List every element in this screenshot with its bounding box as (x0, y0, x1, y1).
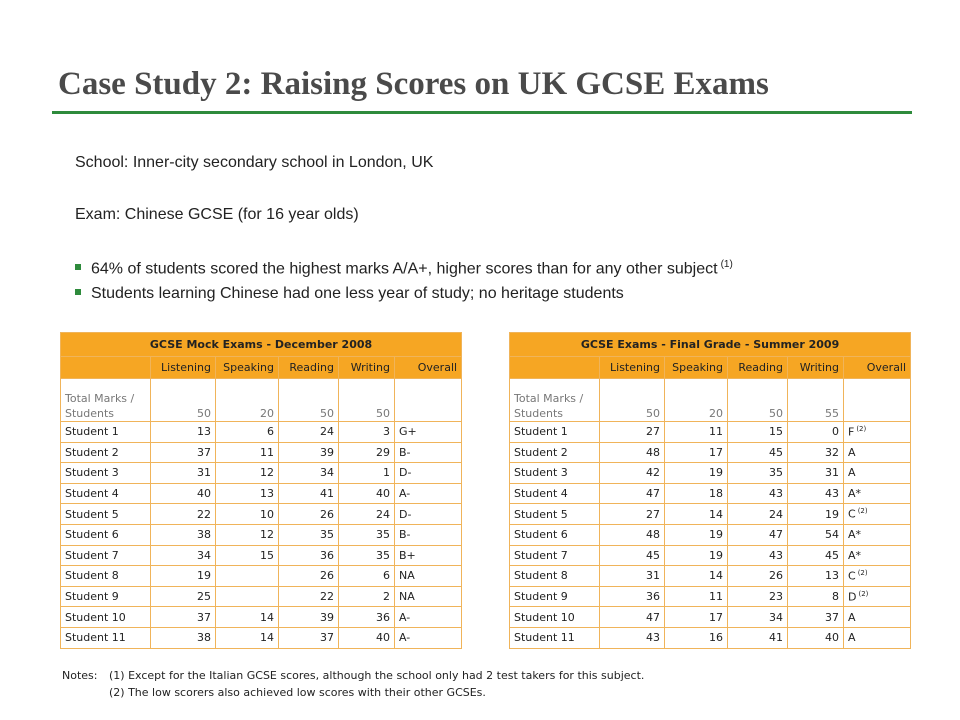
listening-score-cell: 47 (600, 607, 665, 628)
writing-score-cell: 29 (339, 442, 395, 463)
totals-row (61, 379, 462, 422)
writing-score-cell: 40 (339, 483, 395, 504)
grade-text: A (848, 445, 856, 459)
student-name-cell: Student 10 (61, 607, 151, 628)
writing-score-cell: 40 (339, 627, 395, 648)
student-name-cell: Student 4 (61, 483, 151, 504)
speaking-score-cell: 10 (216, 504, 279, 525)
table-row (61, 442, 462, 463)
grade-text: A (848, 631, 856, 645)
table-row (510, 607, 911, 628)
table-row (61, 463, 462, 484)
total-marks-cell: 50 (728, 379, 788, 422)
totals-label: Total Marks / Students (61, 379, 151, 422)
grade-text: G+ (399, 425, 417, 439)
grade-text: NA (399, 569, 415, 583)
total-marks-cell (844, 379, 911, 422)
reading-score-cell: 41 (728, 627, 788, 648)
grade-text: A* (848, 548, 862, 562)
exam-line: Exam: Chinese GCSE (for 16 year olds) (75, 206, 359, 223)
overall-grade-cell (395, 504, 462, 525)
bullet-text: 64% of students scored the highest marks A/A+, higher scores than for any other subject (91, 260, 718, 278)
overall-grade-cell (395, 545, 462, 566)
column-header: Writing (788, 357, 844, 379)
listening-score-cell: 42 (600, 463, 665, 484)
student-name-cell: Student 8 (61, 566, 151, 587)
grade-text: D (848, 590, 857, 604)
grade-text: C (848, 569, 856, 583)
overall-grade-cell (844, 463, 911, 484)
writing-score-cell: 2 (339, 586, 395, 607)
writing-score-cell: 35 (339, 545, 395, 566)
reading-score-cell: 26 (279, 566, 339, 587)
overall-grade-cell (844, 586, 911, 607)
speaking-score-cell: 17 (665, 607, 728, 628)
listening-score-cell: 48 (600, 442, 665, 463)
overall-grade-cell (395, 463, 462, 484)
overall-grade-cell (395, 607, 462, 628)
overall-grade-cell (395, 627, 462, 648)
bullet-square-icon (75, 289, 81, 295)
table-row (61, 566, 462, 587)
table-row (510, 627, 911, 648)
column-header (510, 357, 600, 379)
grade-text: C (848, 508, 856, 521)
bullet-square-icon (75, 264, 81, 270)
overall-grade-cell (844, 483, 911, 504)
writing-score-cell: 6 (339, 566, 395, 587)
student-name-cell: Student 2 (61, 442, 151, 463)
column-header: Overall (395, 357, 462, 379)
table-row (61, 504, 462, 525)
total-marks-cell: 20 (665, 379, 728, 422)
speaking-score-cell: 19 (665, 545, 728, 566)
reading-score-cell: 39 (279, 442, 339, 463)
table-row (510, 566, 911, 587)
listening-score-cell: 40 (151, 483, 216, 504)
listening-score-cell: 43 (600, 627, 665, 648)
reading-score-cell: 45 (728, 442, 788, 463)
table-title: GCSE Mock Exams - December 2008 (61, 333, 462, 357)
student-name-cell: Student 1 (510, 422, 600, 443)
listening-score-cell: 22 (151, 504, 216, 525)
grade-text: A* (848, 487, 862, 501)
table-row (510, 524, 911, 545)
column-header: Writing (339, 357, 395, 379)
student-name-cell: Student 5 (61, 504, 151, 525)
overall-grade-cell (395, 524, 462, 545)
student-name-cell: Student 7 (61, 545, 151, 566)
speaking-score-cell: 16 (665, 627, 728, 648)
grade-text: D- (399, 466, 412, 480)
student-name-cell: Student 4 (510, 483, 600, 504)
overall-grade-cell (844, 627, 911, 648)
totals-row (510, 379, 911, 422)
column-header: Listening (600, 357, 665, 379)
grade-text: B- (399, 445, 411, 459)
total-marks-cell: 20 (216, 379, 279, 422)
speaking-score-cell: 14 (665, 566, 728, 587)
note-item: (1) Except for the Italian GCSE scores, although the school only had 2 test takers for this subject. (109, 669, 645, 682)
reading-score-cell: 26 (728, 566, 788, 587)
reading-score-cell: 41 (279, 483, 339, 504)
listening-score-cell: 25 (151, 586, 216, 607)
student-name-cell: Student 11 (510, 627, 600, 648)
total-marks-cell: 50 (151, 379, 216, 422)
writing-score-cell: 13 (788, 566, 844, 587)
student-name-cell: Student 9 (510, 586, 600, 607)
total-marks-cell: 50 (339, 379, 395, 422)
table-row (510, 422, 911, 443)
writing-score-cell: 54 (788, 524, 844, 545)
speaking-score-cell: 14 (216, 607, 279, 628)
overall-grade-cell (844, 607, 911, 628)
notes-label: Notes: (62, 669, 98, 682)
speaking-score-cell: 14 (216, 627, 279, 648)
reading-score-cell: 35 (728, 463, 788, 484)
writing-score-cell: 1 (339, 463, 395, 484)
grade-text: A- (399, 631, 411, 645)
listening-score-cell: 38 (151, 524, 216, 545)
bullet-text: Students learning Chinese had one less year of study; no heritage students (91, 285, 624, 302)
reading-score-cell: 23 (728, 586, 788, 607)
table-row (510, 483, 911, 504)
writing-score-cell: 8 (788, 586, 844, 607)
mock-exams-table (60, 332, 462, 649)
reading-score-cell: 43 (728, 545, 788, 566)
grade-text: A* (848, 528, 862, 542)
reading-score-cell: 37 (279, 627, 339, 648)
table-row (510, 442, 911, 463)
table-row (61, 422, 462, 443)
speaking-score-cell: 12 (216, 463, 279, 484)
student-name-cell: Student 1 (61, 422, 151, 443)
reading-score-cell: 39 (279, 607, 339, 628)
writing-score-cell: 37 (788, 607, 844, 628)
student-name-cell: Student 2 (510, 442, 600, 463)
writing-score-cell: 0 (788, 422, 844, 443)
slide-title: Case Study 2: Raising Scores on UK GCSE Exams (58, 66, 769, 102)
bullet-item (75, 285, 624, 303)
speaking-score-cell: 14 (665, 504, 728, 525)
student-name-cell: Student 10 (510, 607, 600, 628)
final-exams-table (509, 332, 911, 649)
listening-score-cell: 19 (151, 566, 216, 587)
listening-score-cell: 31 (151, 463, 216, 484)
writing-score-cell: 40 (788, 627, 844, 648)
reading-score-cell: 35 (279, 524, 339, 545)
speaking-score-cell: 6 (216, 422, 279, 443)
speaking-score-cell: 11 (665, 586, 728, 607)
overall-grade-cell (844, 524, 911, 545)
writing-score-cell: 43 (788, 483, 844, 504)
writing-score-cell: 24 (339, 504, 395, 525)
total-marks-cell: 50 (600, 379, 665, 422)
column-header: Overall (844, 357, 911, 379)
grade-text: NA (399, 590, 415, 604)
column-header: Reading (279, 357, 339, 379)
student-name-cell: Student 3 (61, 463, 151, 484)
student-name-cell: Student 6 (61, 524, 151, 545)
reading-score-cell: 24 (279, 422, 339, 443)
speaking-score-cell: 11 (216, 442, 279, 463)
reading-score-cell: 47 (728, 524, 788, 545)
overall-grade-cell (844, 545, 911, 566)
table-title: GCSE Exams - Final Grade - Summer 2009 (510, 333, 911, 357)
student-name-cell: Student 8 (510, 566, 600, 587)
table-row (510, 545, 911, 566)
footnote-ref: (2) (858, 589, 869, 598)
bullet-item (75, 259, 733, 278)
overall-grade-cell (395, 422, 462, 443)
table-row (61, 524, 462, 545)
table-row (510, 504, 911, 525)
student-name-cell: Student 9 (61, 586, 151, 607)
grade-text: A (848, 466, 856, 480)
speaking-score-cell: 13 (216, 483, 279, 504)
student-name-cell: Student 6 (510, 524, 600, 545)
column-header: Listening (151, 357, 216, 379)
grade-text: A- (399, 610, 411, 624)
reading-score-cell: 34 (279, 463, 339, 484)
footnote-ref: (2) (856, 424, 867, 433)
overall-grade-cell (395, 586, 462, 607)
student-name-cell: Student 3 (510, 463, 600, 484)
table-row (510, 463, 911, 484)
grade-text: B- (399, 528, 411, 542)
writing-score-cell: 31 (788, 463, 844, 484)
writing-score-cell: 35 (339, 524, 395, 545)
listening-score-cell: 38 (151, 627, 216, 648)
listening-score-cell: 45 (600, 545, 665, 566)
writing-score-cell: 3 (339, 422, 395, 443)
table-row (61, 607, 462, 628)
grade-text: D- (399, 507, 412, 521)
table-row (510, 586, 911, 607)
total-marks-cell (395, 379, 462, 422)
grade-text: B+ (399, 548, 416, 562)
listening-score-cell: 27 (600, 504, 665, 525)
speaking-score-cell (216, 586, 279, 607)
speaking-score-cell (216, 566, 279, 587)
speaking-score-cell: 17 (665, 442, 728, 463)
grade-text: F (848, 425, 855, 439)
totals-label: Total Marks / Students (510, 379, 600, 422)
reading-score-cell: 43 (728, 483, 788, 504)
writing-score-cell: 45 (788, 545, 844, 566)
column-header: Speaking (665, 357, 728, 379)
listening-score-cell: 34 (151, 545, 216, 566)
overall-grade-cell (395, 566, 462, 587)
student-name-cell: Student 7 (510, 545, 600, 566)
column-header: Speaking (216, 357, 279, 379)
table-row (61, 483, 462, 504)
column-header (61, 357, 151, 379)
listening-score-cell: 31 (600, 566, 665, 587)
reading-score-cell: 36 (279, 545, 339, 566)
title-underline (52, 111, 912, 114)
total-marks-cell: 55 (788, 379, 844, 422)
grade-text: A- (399, 487, 411, 501)
overall-grade-cell (844, 504, 911, 525)
student-name-cell: Student 5 (510, 504, 600, 525)
footnote-ref: (2) (857, 569, 868, 578)
writing-score-cell: 36 (339, 607, 395, 628)
footnote-ref: (2) (857, 507, 868, 516)
listening-score-cell: 48 (600, 524, 665, 545)
note-item: (2) The low scorers also achieved low scores with their other GCSEs. (109, 686, 486, 699)
speaking-score-cell: 18 (665, 483, 728, 504)
listening-score-cell: 37 (151, 442, 216, 463)
footnote-ref: (1) (720, 259, 733, 270)
speaking-score-cell: 19 (665, 463, 728, 484)
writing-score-cell: 19 (788, 504, 844, 525)
listening-score-cell: 27 (600, 422, 665, 443)
listening-score-cell: 47 (600, 483, 665, 504)
overall-grade-cell (844, 442, 911, 463)
table-row (61, 545, 462, 566)
column-header: Reading (728, 357, 788, 379)
student-name-cell: Student 11 (61, 627, 151, 648)
table-row (61, 586, 462, 607)
reading-score-cell: 24 (728, 504, 788, 525)
reading-score-cell: 15 (728, 422, 788, 443)
overall-grade-cell (844, 566, 911, 587)
reading-score-cell: 34 (728, 607, 788, 628)
listening-score-cell: 13 (151, 422, 216, 443)
speaking-score-cell: 15 (216, 545, 279, 566)
writing-score-cell: 32 (788, 442, 844, 463)
total-marks-cell: 50 (279, 379, 339, 422)
overall-grade-cell (844, 422, 911, 443)
overall-grade-cell (395, 483, 462, 504)
speaking-score-cell: 19 (665, 524, 728, 545)
overall-grade-cell (395, 442, 462, 463)
reading-score-cell: 26 (279, 504, 339, 525)
school-line: School: Inner-city secondary school in London, UK (75, 154, 434, 171)
grade-text: A (848, 610, 856, 624)
speaking-score-cell: 12 (216, 524, 279, 545)
speaking-score-cell: 11 (665, 422, 728, 443)
listening-score-cell: 37 (151, 607, 216, 628)
listening-score-cell: 36 (600, 586, 665, 607)
reading-score-cell: 22 (279, 586, 339, 607)
table-row (61, 627, 462, 648)
